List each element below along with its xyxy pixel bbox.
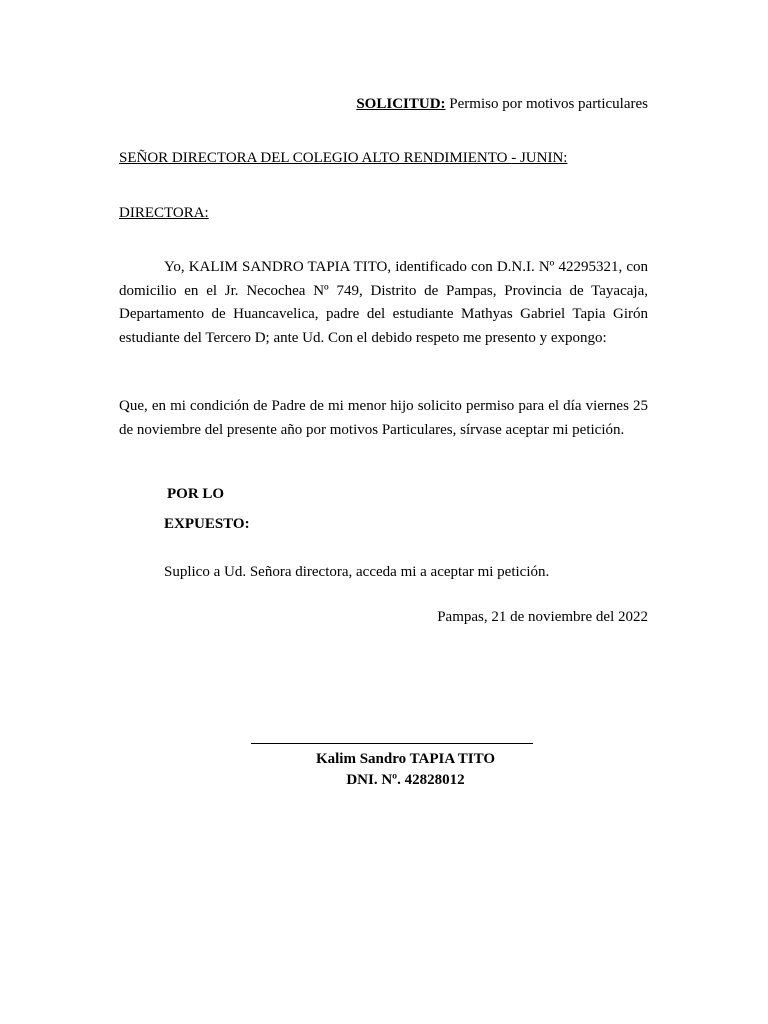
signer-name: Kalim Sandro TAPIA TITO	[315, 751, 496, 767]
addressee: SEÑOR DIRECTORA DEL COLEGIO ALTO RENDIMIENTO - JUNIN:	[119, 150, 568, 166]
closing-line-2: EXPUESTO:	[164, 516, 250, 532]
signature-line	[251, 743, 533, 744]
body-paragraph-2: Que, en mi condición de Padre de mi menor hijo solicito permiso para el día viernes 25 de noviembre del presente año por motivos Particulares, sírvase aceptar mi petición.	[119, 398, 648, 438]
subject-line	[356, 96, 648, 113]
subject-label: SOLICITUD:	[356, 96, 446, 112]
salutation: DIRECTORA:	[119, 205, 209, 221]
subject-text: Permiso por motivos particulares	[445, 96, 648, 112]
request-line: Suplico a Ud. Señora directora, acceda mi a aceptar mi petición.	[164, 564, 550, 580]
signer-id: DNI. Nº. 42828012	[346, 772, 465, 788]
body-paragraph-1: Yo, KALIM SANDRO TAPIA TITO, identificado con D.N.I. Nº 42295321, con domicilio en el Jr. Necochea Nº 749, Distrito de Pampas, Provincia de Tayacaja, Departamento de Huancavelica, padre del estudiante Mathyas Gabriel Tapia Girón estudiante del Tercero D; ante Ud. Con el debido respeto me presento y expongo:	[119, 259, 648, 346]
place-date: Pampas, 21 de noviembre del 2022	[437, 609, 648, 625]
closing-line-1: POR LO	[167, 486, 225, 502]
